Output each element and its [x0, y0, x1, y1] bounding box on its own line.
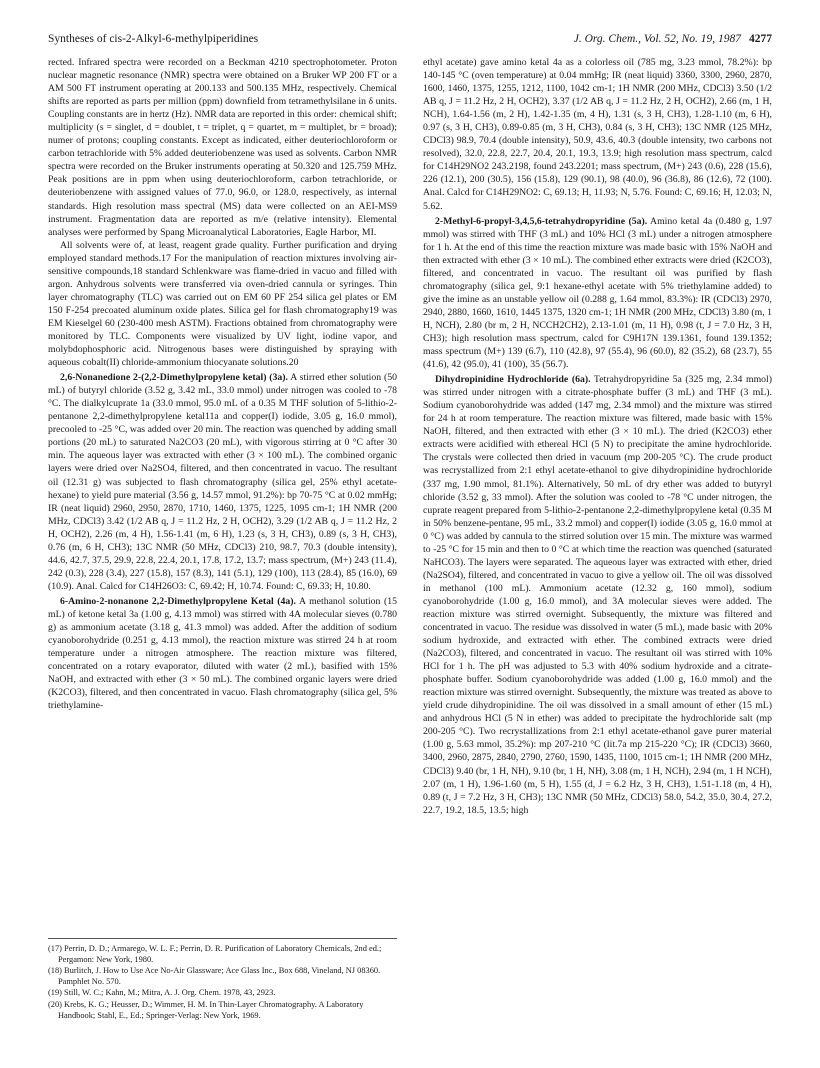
journal-name: J. Org. Chem., Vol. 52, No. 19, 1987	[573, 33, 741, 45]
paragraph-solvents: All solvents were of, at least, reagent grade quality. Further purification and drying employed standard methods.17 For the manipulation of reaction mixtures involving air-sensitive compounds,18 standard Schlenkware was flame-dried in vacuo and filled with argon. Anhydrous solvents were transferred via oven-dried cannula or syringes. Thin layer chromatography (TLC) was carried out on EM 60 PF 254 silica gel plates or EM 150 F-254 precoated aluminum oxide plates. Silica gel for flash chromatography19 was EM Kieselgel 60 (230-400 mesh ASTM). Fractions obtained from chromatography were monitored by TLC. Components were visualized by UV light, iodine vapor, and molybdophosphoric acid. Nitrogenous bases were distinguished by spraying with aqueous cobalt(II) chloride-ammonium thiocyanate solutions.20	[48, 239, 397, 369]
paragraph-compound-4a	[48, 595, 397, 712]
running-title: Syntheses of cis-2-Alkyl-6-methylpiperidines	[48, 33, 259, 45]
heading-compound-4a: 6-Amino-2-nonanone 2,2-Dimethylpropylene Ketal (4a).	[60, 595, 296, 607]
footnote-19: (19) Still, W. C.; Kahn, M.; Mitra, A. J. Org. Chem. 1978, 43, 2923.	[48, 988, 276, 998]
paragraph-compound-5a	[423, 215, 772, 372]
left-column	[48, 56, 397, 926]
body-compound-6a: Tetrahydropyridine 5a (325 mg, 2.34 mmol) was stirred under nitrogen with a citrate-phosphate buffer (3 mL) and THF (3 mL). Sodium cyanoborohydride was added (147 mg, 2.34 mmol) and the mixture was stirred for 24 h at room temperature. The reaction mixture was filtered, made basic with 15% NaOH, filtered, and then extracted with ether (3 × 10 mL). The dried (K2CO3) ether extracts were acidified with ethereal HCl (5 N) to precipitate the amine hydrochloride. The crystals were collected then dried in vacuum (mp 200-205 °C). The crude product was recrystallized from 2:1 ethyl acetate-ethanol to give dihydropinidine hydrochloride (337 mg, 1.90 mmol, 81.1%). Alternatively, 50 mL of dry ether was added to butyryl chloride (3.52 g, 33 mmol). After the solution was cooled to -78 °C under nitrogen, the cuprate reagent prepared from 5-lithio-2-pentanone 2,2-dimethylpropylene ketal (0.35 M in 50% benzene-pentane, 95 mL, 33.2 mmol) and copper(I) iodide (3.05 g, 16.0 mmol at 0 °C) was added by cannula to the stirred solution over 15 min. The mixture was warmed to -25 °C for 15 min and then to 0 °C at which time the reaction was quenched (saturated NaHCO3). The layers were separated. The aqueous layer was extracted with ether, dried (Na2SO4), filtered, and concentrated in vacuo to give a yellow oil. The oil was dissolved in methanol (100 mL). Ammonium acetate (12.32 g, 160 mmol), sodium cyanoborohydride (1.00 g, 16.0 mmol), and 3A molecular sieves were added. The reaction mixture was stirred overnight. Subsequently, the mixture was filtered and concentrated in vacuo. The residue was dissolved in water (5 mL), made basic with 20% sodium hydroxide, and extracted with ether. The combined extracts were dried (Na2CO3), filtered, and concentrated in vacuo. The resultant oil was stirred with 10% HCl for 1 h. The pH was adjusted to 5.3 with 40% sodium hydroxide and a citrate-phosphate buffer. Sodium cyanoborohydride was added (1.00 g, 16.0 mmol) and the reaction mixture was stirred overnight. Subsequently, the mixture was treated as above to yield crude dihydropinidine. The oil was dissolved in a small amount of ether (15 mL) and anhydrous HCl (5 N in ether) was added to precipitate the hydrochloride salt (mp 200-205 °C). Two recrystallizations from 2:1 ethyl acetate-ethanol gave purer material (1.00 g, 5.63 mmol, 35.2%): mp 207-210 °C (lit.7a mp 215-220 °C); IR (CDCl3) 3660, 3400, 2960, 2875, 2840, 2790, 2760, 1590, 1435, 1100, 1015 cm-1; 1H NMR (200 MHz, CDCl3) 9.40 (br, 1 H, NH), 9.10 (br, 1 H, NH), 3.08 (m, 1 H, NCH), 2.94 (m, 1 H NCH), 2.07 (m, 1 H), 1.96-1.60 (m, 5 H), 1.55 (d, J = 6.2 Hz, 3 H, CH3), 1.51-1.18 (m, 4 H), 0.89 (t, J = 7.2 Hz, 3 H, CH3); 13C NMR (50 MHz, CDCl3) 58.0, 54.2, 35.0, 30.4, 27.2, 22.7, 19.2, 18.5, 13.5; high	[423, 374, 772, 816]
footnote-18: (18) Burlitch, J. How to Use Ace No-Air Glassware; Ace Glass Inc., Box 688, Vineland, NJ 08360. Pamphlet No. 570.	[48, 966, 381, 986]
paragraph-compound-4a-continued: ethyl acetate) gave amino ketal 4a as a colorless oil (785 mg, 3.23 mmol, 78.2%): bp 140-145 °C (oven temperature) at 0.04 mmHg; IR (neat liquid) 3360, 3300, 2960, 2870, 1600, 1460, 1375, 1255, 1212, 1100, 1042 cm-1; 1H NMR (200 MHz, CDCl3) 3.50 (1/2 AB q, J = 11.2 Hz, 2 H, OCH2), 3.37 (1/2 AB q, J = 11.2 Hz, 2 H, OCH2), 2.66 (m, 1 H, NCH), 1.64-1.56 (m, 2 H), 1.42-1.35 (m, 4 H), 1.31 (s, 3 H, CH3), 1.28-1.10 (m, 6 H), 0.97 (s, 3 H, CH3), 0.89-0.85 (m, 3 H, CH3), 0.84 (s, 3 H, CH3); 13C NMR (125 MHz, CDCl3) 98.9, 70.4 (double intensity), 50.9, 43.6, 40.3 (double intensity, two carbons not resolved), 32.0, 22.8, 22.7, 20.4, 20.1, 19.3, 13.9; high resolution mass spectrum, calcd for C14H29NO2 243.2198, found 243.2201; mass spectrum, (M+) 243 (0.6), 228 (15.6), 226 (12.1), 200 (30.5), 156 (15.8), 129 (90.1), 98 (40.0), 96 (36.8), 86 (12.6), 72 (100). Anal. Calcd for C14H29NO2: C, 69.13; H, 11.93; N, 5.76. Found: C, 69.16; H, 12.03; N, 5.62.	[423, 57, 772, 212]
body-compound-4a: A methanol solution (15 mL) of ketone ketal 3a (1.00 g, 4.13 mmol) was stirred with 4A molecular sieves (0.780 g) as ammonium acetate (3.18 g, 41.3 mmol) was added. After the addition of sodium cyanoborohydride (0.251 g, 4.13 mmol), the reaction mixture was stirred 24 h at room temperature under a nitrogen atmosphere. The reaction mixture was filtered, concentrated on a rotary evaporator, diluted with water (2 mL), basified with 15% NaOH, and extracted with ether (3 × 50 mL). The combined organic layers were dried (K2CO3), filtered, and then concentrated in vacuo. Flash chromatography (silica gel, 5% triethylamine-	[48, 595, 397, 712]
heading-compound-5a: 2-Methyl-6-propyl-3,4,5,6-tetrahydropyridine (5a).	[435, 215, 648, 227]
paragraph-instrumentation: rected. Infrared spectra were recorded on a Beckman 4210 spectrophotometer. Proton nuclear magnetic resonance (NMR) spectra were obtained on a Bruker WP 200 FT or a AM 500 FT instrument operating at 200.133 and 500.135 MHz, respectively. Chemical shifts are reported as parts per million (ppm) downfield from tetramethylsilane in δ units. Coupling constants are in hertz (Hz). NMR data are reported in this order: chemical shift; multiplicity (s = singlet, d = doublet, t = triplet, q = quartet, m = multiplet, br = broad); numer of protons; coupling constants. Except as indicated, either deuteriochloroform or carbon tetrachloride with 5% added deuteriobenzene was used as solvents. Carbon NMR spectra were recorded on the Bruker instruments operating at 50.320 and 125.759 MHz. Peak positions are in ppm when using deuteriochloroform, carbon tetrachloride, or deuteriobenzene with assigned values of 77.0, 96.0, or 128.0, respectively, as internal standards. High resolution mass spectral (MS) data were collected on an AEI-MS9 instrument. Fragmentation data are reported as m/e (relative intensity). Elemental analyses were performed by Spang Microanalytical Laboratories, Eagle Harbor, MI.	[48, 57, 397, 238]
right-column	[423, 56, 772, 1034]
footnotes	[48, 938, 397, 1022]
footnote-divider	[48, 938, 397, 939]
page-number: 4277	[749, 33, 772, 45]
journal-page	[48, 30, 772, 1040]
footnote-17: (17) Perrin, D. D.; Armarego, W. L. F.; Perrin, D. R. Purification of Laboratory Chemicals, 2nd ed.; Pergamon: New York, 1980.	[48, 944, 382, 964]
footnote-20: (20) Krebs, K. G.; Heusser, D.; Wimmer, H. M. In Thin-Layer Chromatography. A Laboratory Handbook; Stahl, E., Ed.; Springer-Verlag: New York, 1969.	[48, 999, 364, 1020]
heading-compound-6a: Dihydropinidine Hydrochloride (6a).	[435, 374, 591, 386]
journal-citation	[574, 30, 772, 48]
heading-compound-3a: 2,6-Nonanedione 2-(2,2-Dimethylpropylene ketal) (3a).	[60, 372, 288, 384]
paragraph-compound-6a	[423, 373, 772, 817]
body-compound-3a: A stirred ether solution (50 mL) of butyryl chloride (3.52 g, 3.42 mL, 33.0 mmol) under nitrogen was cooled to -78 °C. The dialkylcuprate 1a (33.0 mmol, 95.0 mL of a 0.35 M THF solution of 5-lithio-2-pentanone 2,2-dimethylpropylene ketal11a and copper(I) iodide, 3.05 g, 16.0 mmol), precooled to -25 °C, was added over 20 min. The reaction was quenched by adding small portions (20 mL) to saturated Na2CO3 (20 mL), with vigorous stirring at 0 °C after 30 min. The aqueous layer was extracted with ether (3 × 100 mL). The combined organic layers were dried over Na2SO4, filtered, and then concentrated in vacuo. The resultant oil (12.31 g) was subjected to flash chromatography (silica gel, 25% ethyl acetate-hexane) to yield pure material (3.56 g, 14.57 mmol, 91.2%): bp 70-75 °C at 0.02 mmHg; IR (neat liquid) 2960, 2950, 2870, 1710, 1460, 1375, 1225, 1095 cm-1; 1H NMR (200 MHz, CDCl3) 3.42 (1/2 AB q, J = 11.2 Hz, 2 H, OCH2), 3.29 (1/2 AB q, J = 11.2 Hz, 2 H, OCH2), 2.26 (m, 4 H), 1.56-1.41 (m, 6 H), 1.23 (s, 3 H, CH3), 0.89 (s, 3 H, CH3), 0.76 (m, 6 H, CH3); 13C NMR (50 MHz, CDCl3) 210, 98.7, 70.3 (double intensity), 44.6, 42.7, 37.5, 29.9, 22.8, 22.4, 20.1, 17.8, 17.2, 13.7; mass spectrum, (M+) 243 (11.4), 242 (0.3), 228 (3.4), 227 (15.8), 157 (8.3), 141 (5.1), 129 (100), 113 (28.4), 85 (16.0), 69 (10.9). Anal. Calcd for C14H26O3: C, 69.42; H, 10.74. Found: C, 69.33; H, 10.80.	[48, 372, 397, 592]
page-header	[48, 30, 772, 48]
paragraph-compound-3a	[48, 371, 397, 593]
body-compound-5a: Amino ketal 4a (0.480 g, 1.97 mmol) was stirred with THF (3 mL) and 10% HCl (3 mL) under a nitrogen atmosphere for 1 h. At the end of this time the reaction mixture was made basic with 15% NaOH and then extracted with ether (3 × 10 mL). The combined ether extracts were dried (K2CO3), filtered, and concentrated in vacuo. The resultant oil was purified by flash chromatography (silica gel, 9:1 hexane-ethyl acetate with 5% triethylamine added) to give the imine as an unstable yellow oil (0.288 g, 1.64 mmol, 83.3%): IR (CDCl3) 2970, 2940, 2880, 1660, 1610, 1445 1375, 1320 cm-1; 1H NMR (200 MHz, CDCl3) 3.80 (m, 1 H, NCH), 2.80 (br m, 2 H, NCCH2CH2), 2.13-1.01 (m, 11 H), 0.98 (t, J = 7.0 Hz, 3 H, CH3); high resolution mass spectrum, calcd for C9H17N 139.1361, found 139.1352; mass spectrum (M+) 139 (6.7), 110 (42.8), 97 (55.4), 96 (60.0), 82 (35.2), 68 (23.7), 55 (41.6), 42 (95.0), 41 (100), 35 (56.7).	[423, 215, 772, 371]
